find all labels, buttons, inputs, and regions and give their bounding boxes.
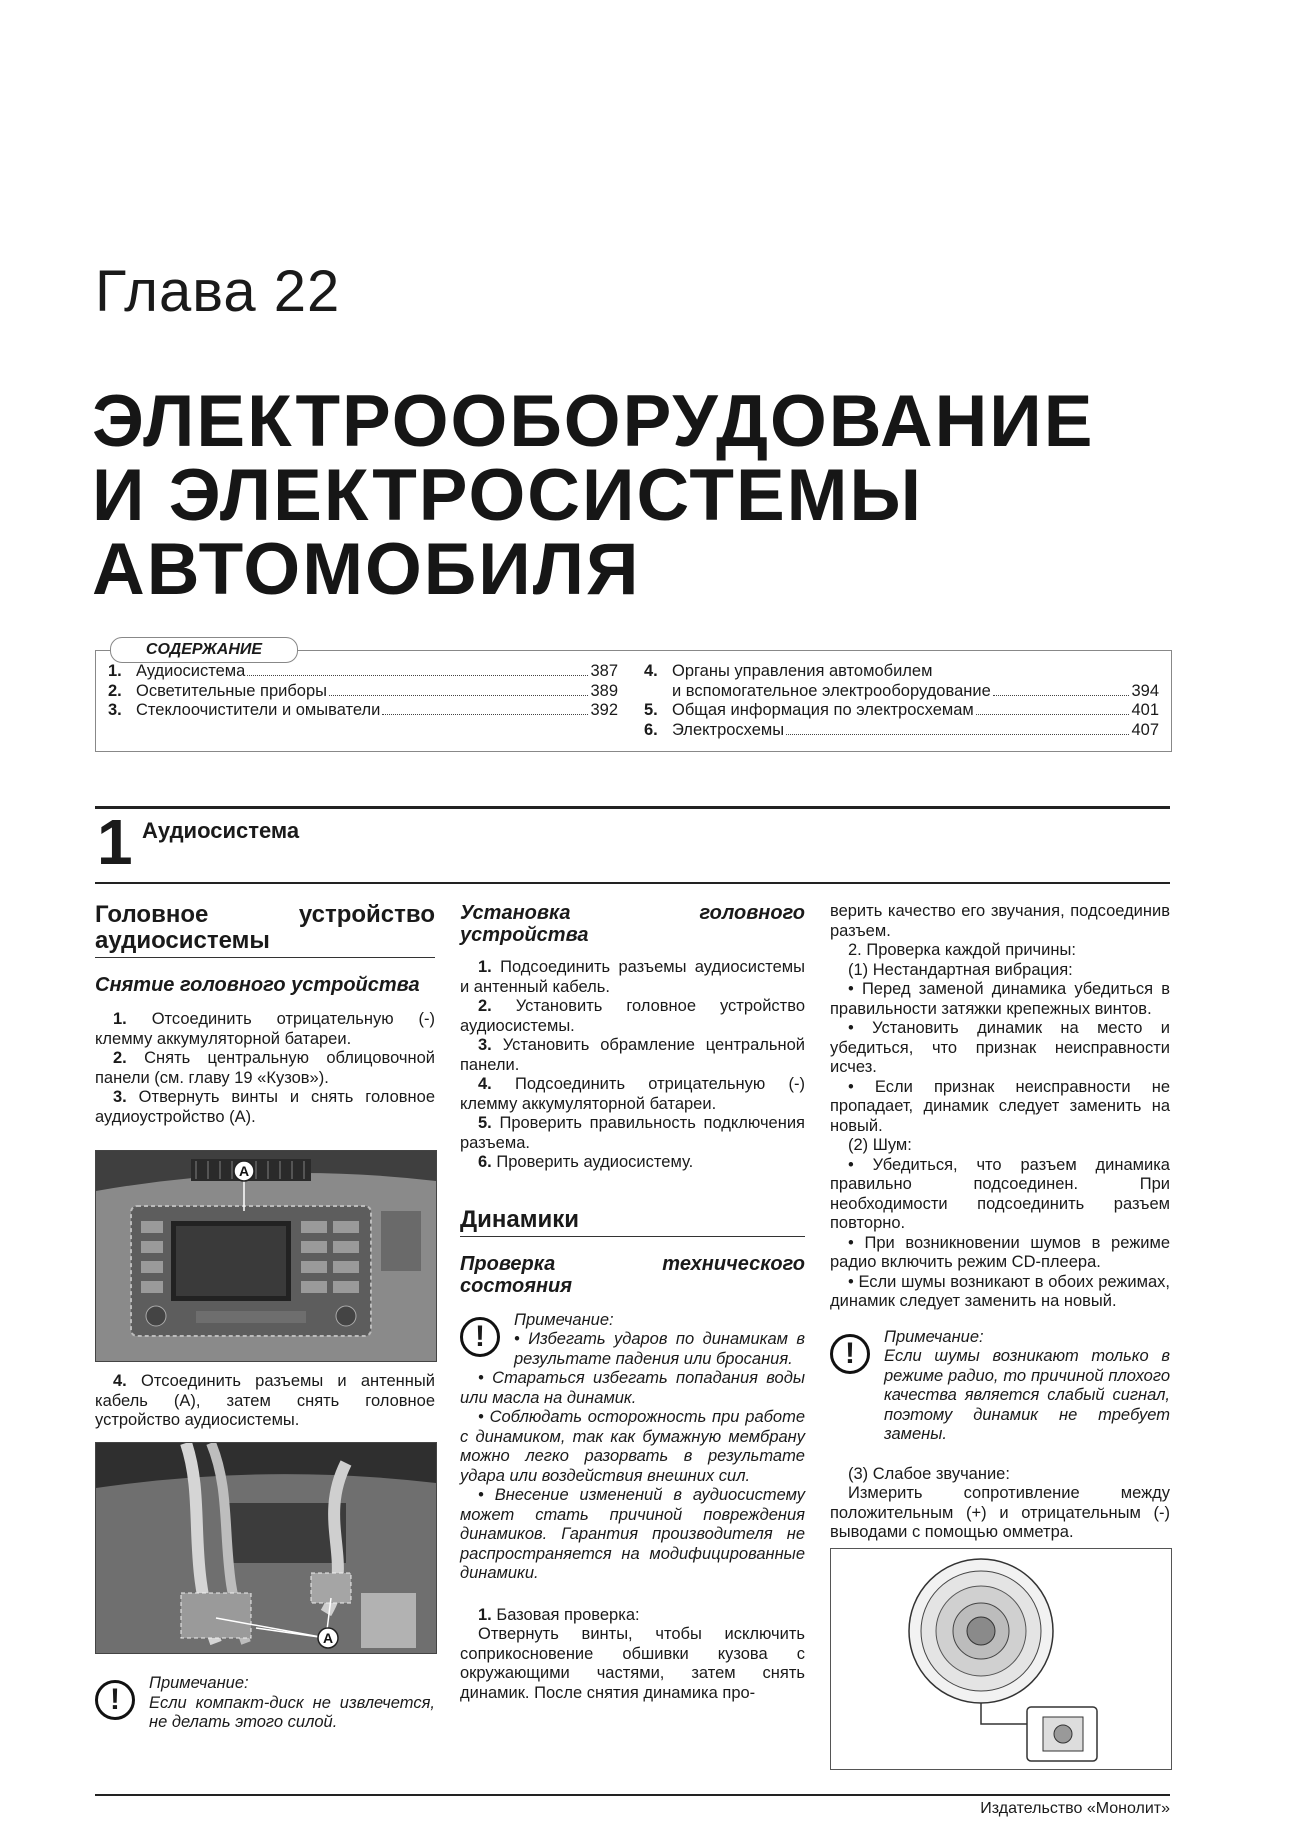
warning-icon: ! — [830, 1334, 870, 1374]
step-text: Отсоединить отрицательную (-) клемму аккумуляторной батареи. — [95, 1010, 435, 1048]
procedure-heading: Снятие головного устройства — [95, 974, 420, 996]
step-title: Базовая проверка: — [496, 1605, 640, 1624]
contents-entry[interactable] — [108, 701, 618, 721]
contents-entry-label: Общая информация по электросхемам — [672, 701, 974, 719]
contents-entry[interactable] — [644, 721, 1159, 741]
section-title: Аудиосистема — [142, 818, 300, 843]
publisher-label: Издательство «Монолит» — [980, 1800, 1170, 1817]
step — [460, 997, 805, 1036]
step-text: Снять центральную облицовочной панели (см. главу 19 «Кузов»). — [95, 1049, 435, 1087]
warning-icon: ! — [460, 1317, 500, 1357]
leader-dots — [786, 734, 1129, 735]
contents-entry-number: 4. — [644, 662, 658, 680]
step-text: Отсоединить разъемы и антенный кабель (А), затем снять головное устройство аудиосистемы. — [95, 1372, 435, 1429]
procedure-heading: Установка головного устройства — [460, 902, 805, 946]
step — [460, 1036, 805, 1075]
leader-dots — [993, 695, 1130, 696]
contents-entry-page: 387 — [590, 662, 618, 680]
step-number: 6. — [478, 1153, 492, 1171]
step-number: 1. — [478, 958, 492, 976]
note-block — [830, 1328, 1170, 1445]
column-1-step4 — [95, 1372, 435, 1431]
step-number: 1. — [113, 1010, 127, 1028]
contents-entry[interactable] — [108, 682, 618, 702]
procedure-heading: Проверка технического состояния — [460, 1252, 805, 1297]
note-block — [460, 1311, 805, 1370]
note-item: • Внесение изменений в аудиосистему может стать причиной повреждения динамиков. Гарантия производителя не распространяется на модифицированные динамики. — [460, 1486, 805, 1582]
note-block — [95, 1674, 435, 1733]
contents-entry-number: 2. — [108, 681, 122, 700]
chapter-title — [92, 381, 1142, 610]
note-title: Примечание: — [884, 1327, 984, 1346]
contents-entry-page: 401 — [1131, 701, 1159, 719]
section-bottom-rule — [95, 882, 1170, 884]
speaker-diagram — [830, 1548, 1172, 1770]
sub-step: (3) Слабое звучание: — [848, 1464, 1010, 1483]
contents-entry-number: 6. — [644, 720, 658, 739]
note-text: Если шумы возникают только в режиме радио, то причиной плохого качества является слабый сигнал, поэтому динамик не требует замены. — [884, 1347, 1170, 1443]
step-number: 3. — [113, 1088, 127, 1106]
column-1 — [95, 902, 435, 1127]
note-title: Примечание: — [514, 1310, 614, 1329]
step-text: Подсоединить отрицательную (-) клемму аккумуляторной батареи. — [460, 1075, 805, 1113]
step-number: 2. — [113, 1049, 127, 1067]
step — [95, 1372, 435, 1431]
chapter-label: Глава 22 — [95, 259, 341, 324]
heading-rule — [95, 957, 435, 958]
note-item: • Избегать ударов по динамикам в результате падения или бросания. — [514, 1330, 805, 1368]
step-text: Подсоединить разъемы аудиосистемы и антенный кабель. — [460, 958, 805, 996]
bullet: • Установить динамик на место и убедиться, что признак неисправности исчез. — [830, 1019, 1170, 1076]
step-number: 2. — [478, 997, 492, 1015]
bullet: • Убедиться, что разъем динамика правильно подсоединен. При необходимости подсоединить разъем повторно. — [830, 1155, 1170, 1232]
subsection-heading: Головное устройство аудиосистемы — [95, 901, 435, 954]
bullet: • Если признак неисправности не пропадает, динамик следует заменить на новый. — [830, 1077, 1170, 1135]
contents-entry-page: 389 — [590, 681, 618, 700]
callout-label: A — [238, 1163, 250, 1179]
note-item: • Соблюдать осторожность при работе с динамиком, так как бумажную мембрану можно легко разорвать в результате удара или воздействия внешних сил. — [460, 1408, 805, 1485]
step-text: Отвернуть винты, чтобы исключить соприкосновение обшивки кузова с окружающими частями, затем снять динамик. После снятия динамика про- — [460, 1625, 805, 1702]
step — [460, 1153, 805, 1173]
contents-entry-continued[interactable] — [644, 682, 1159, 702]
note-title: Примечание: — [149, 1674, 249, 1692]
bullet: • Перед заменой динамика убедиться в правильности затяжки крепежных винтов. — [830, 980, 1170, 1018]
contents-entry-page: 392 — [590, 701, 618, 719]
chapter-title-line: АВТОМОБИЛЯ — [92, 529, 641, 610]
footer-rule — [95, 1794, 1170, 1796]
step-text: Установить головное устройство аудиосистемы. — [460, 997, 805, 1035]
contents-entry-label: Электросхемы — [672, 720, 785, 739]
speaker-illustration — [831, 1549, 1171, 1769]
connectors-photo — [95, 1442, 437, 1654]
contents-entry-label: Органы управления автомобилем — [672, 662, 933, 680]
note-item: • Стараться избегать попадания воды или масла на динамик. — [460, 1369, 805, 1407]
step — [95, 1049, 435, 1088]
connectors-illustration — [96, 1443, 436, 1653]
step — [95, 1010, 435, 1049]
paragraph: Измерить сопротивление между положительным (+) и отрицательным (-) выводами с помощью омметра. — [830, 1484, 1170, 1541]
contents-heading: СОДЕРЖАНИЕ — [110, 637, 298, 663]
head-unit-photo — [95, 1150, 437, 1362]
chapter-title-line: ЭЛЕКТРООБОРУДОВАНИЕ — [92, 381, 1095, 462]
sub-step: (2) Шум: — [848, 1136, 912, 1154]
bullet: • Если шумы возникают в обоих режимах, динамик следует заменить на новый. — [830, 1272, 1170, 1310]
warning-icon: ! — [95, 1680, 135, 1720]
leader-dots — [382, 714, 588, 715]
contents-entry-page: 407 — [1131, 720, 1159, 739]
step-number: 5. — [478, 1114, 492, 1132]
column-3 — [830, 902, 1170, 1543]
section-number: 1 — [97, 806, 133, 878]
step-text: Отвернуть винты и снять головное аудиоустройство (А). — [95, 1088, 435, 1126]
chapter-title-line: И ЭЛЕКТРОСИСТЕМЫ — [92, 455, 923, 536]
contents-entry-label: Стеклоочистители и омыватели — [136, 701, 381, 719]
contents-entry-label: и вспомогательное электрооборудование — [672, 681, 991, 700]
contents-entry[interactable] — [644, 701, 1159, 721]
column-2 — [460, 902, 805, 1703]
callout-label: A — [322, 1630, 334, 1646]
step-number: 1. — [478, 1605, 492, 1624]
contents-entry[interactable] — [644, 662, 1159, 682]
sub-step: (1) Нестандартная вибрация: — [848, 960, 1073, 979]
step-number: 4. — [113, 1372, 127, 1390]
heading-rule — [460, 1236, 805, 1237]
step — [460, 1075, 805, 1114]
head-unit-illustration — [96, 1151, 436, 1361]
step-number: 3. — [478, 1036, 492, 1054]
step-text: Проверить аудиосистему. — [496, 1153, 694, 1171]
step-text: Проверить правильность подключения разъема. — [460, 1114, 805, 1152]
contents-entry-number: 5. — [644, 701, 658, 719]
section-top-rule — [95, 806, 1170, 809]
step-text: Установить обрамление центральной панели. — [460, 1036, 805, 1074]
column-1-note — [95, 1674, 435, 1733]
leader-dots — [329, 695, 588, 696]
paragraph: верить качество его звучания, подсоединив разъем. — [830, 902, 1170, 940]
step — [460, 1114, 805, 1153]
contents-entry-number: 3. — [108, 701, 122, 719]
contents-entry-label: Осветительные приборы — [136, 681, 328, 700]
step — [460, 958, 805, 997]
contents-entry-number: 1. — [108, 662, 122, 680]
step-number: 4. — [478, 1075, 492, 1093]
contents-right-column — [644, 662, 1159, 740]
step — [95, 1088, 435, 1127]
contents-entry-label: Аудиосистема — [136, 662, 246, 680]
contents-entry-page: 394 — [1131, 681, 1159, 700]
contents-left-column — [108, 662, 618, 721]
leader-dots — [247, 675, 588, 676]
bullet: • При возникновении шумов в режиме радио включить режим CD-плеера. — [830, 1233, 1170, 1271]
leader-dots — [976, 714, 1130, 715]
subsection-heading: Динамики — [460, 1205, 579, 1233]
step: 2. Проверка каждой причины: — [848, 941, 1076, 959]
step — [460, 1606, 805, 1626]
contents-entry[interactable] — [108, 662, 618, 682]
note-text: Если компакт-диск не извлечется, не делать этого силой. — [149, 1693, 435, 1731]
